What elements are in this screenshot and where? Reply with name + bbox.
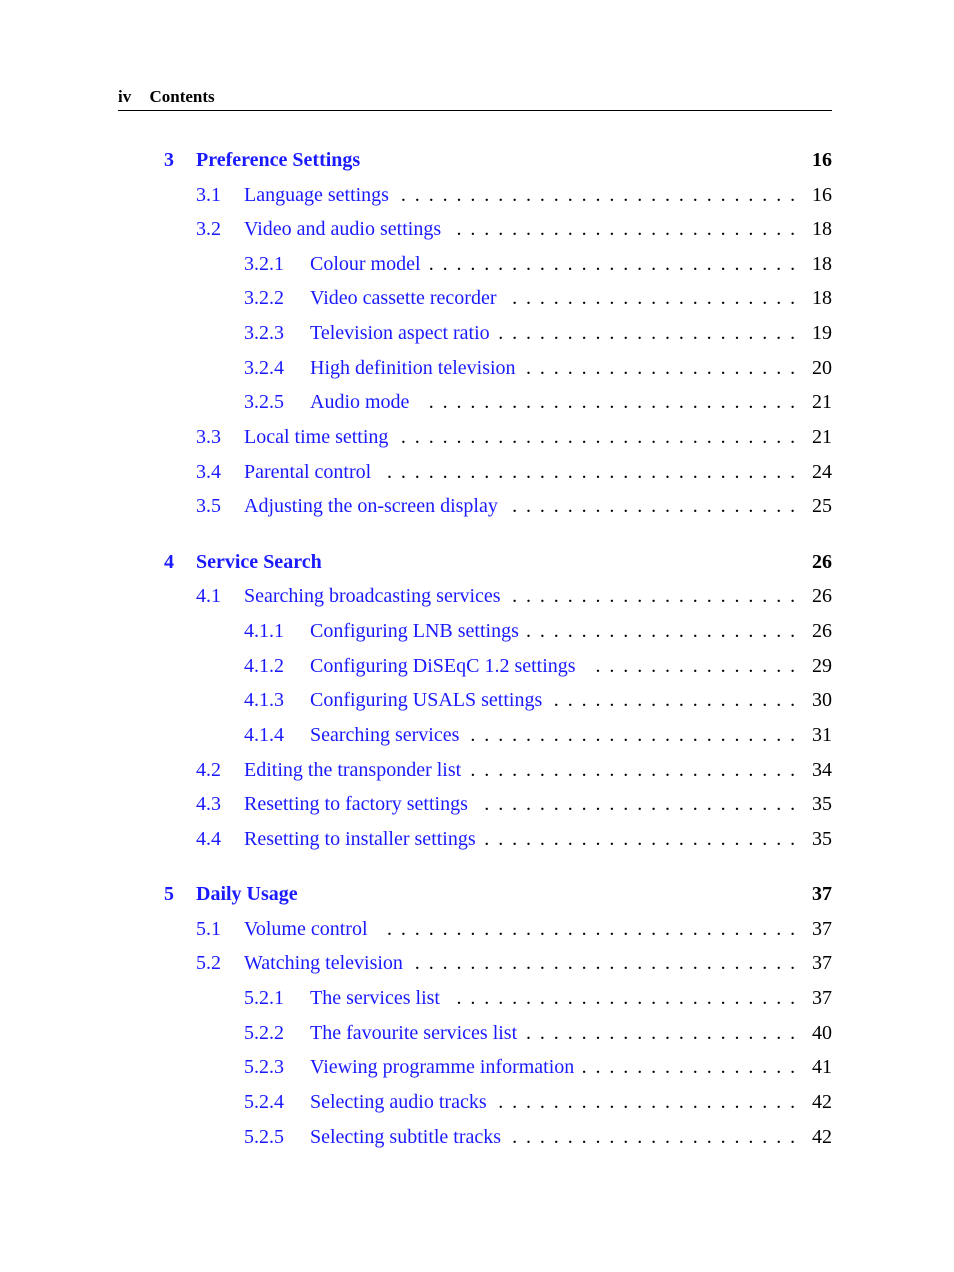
toc-entry-page[interactable]: 18 [812, 218, 832, 240]
toc-entry-page[interactable]: 34 [812, 759, 832, 781]
toc-entry-page[interactable]: 37 [812, 987, 832, 1009]
toc-entry-section[interactable] [0, 581, 954, 611]
toc-entry-section[interactable] [0, 214, 954, 244]
toc-entry-section[interactable] [0, 491, 954, 521]
toc-entry-section[interactable] [0, 180, 954, 210]
toc-leader-dots: ........................ [470, 724, 804, 746]
toc-entry-subsection[interactable] [0, 983, 954, 1013]
toc-entry-subsection[interactable] [0, 616, 954, 646]
toc-entry-title[interactable]: Configuring DiSEqC 1.2 settings [310, 655, 576, 677]
toc-entry-title[interactable]: High definition television [310, 357, 516, 379]
toc-entry-number[interactable]: 3.2.5 [244, 391, 284, 413]
toc-entry-subsection[interactable] [0, 283, 954, 313]
toc-entry-title[interactable]: Colour model [310, 253, 421, 275]
toc-entry-chapter[interactable] [0, 547, 954, 577]
toc-entry-subsection[interactable] [0, 685, 954, 715]
toc-entry-number[interactable]: 3.5 [196, 495, 221, 517]
toc-leader-dots: ........................... [428, 253, 804, 275]
toc-entry-page[interactable]: 16 [812, 184, 832, 206]
toc-entry-title[interactable]: Video and audio settings [244, 218, 442, 240]
toc-entry-title[interactable]: Volume control [244, 918, 368, 940]
toc-entry-page[interactable]: 18 [812, 287, 832, 309]
toc-entry-page[interactable]: 35 [812, 828, 832, 850]
toc-entry-number[interactable]: 5.2.5 [244, 1126, 284, 1148]
toc-entry-title[interactable]: Preference Settings [196, 149, 361, 171]
toc-leader-dots: ..................... [512, 1126, 804, 1148]
toc-entry-number[interactable]: 3.2.3 [244, 322, 284, 344]
toc-entry-title[interactable]: Audio mode [310, 391, 410, 413]
toc-entry-page[interactable]: 29 [812, 655, 832, 677]
toc-entry-page[interactable]: 21 [812, 426, 832, 448]
toc-leader-dots: ..................... [512, 287, 804, 309]
toc-leader-dots: ...................... [498, 1091, 804, 1113]
toc-leader-dots: .................... [526, 1022, 804, 1044]
toc-entry-title[interactable]: Editing the transponder list [244, 759, 462, 781]
toc-entry-subsection[interactable] [0, 318, 954, 348]
toc-leader-dots: ........................... [428, 391, 804, 413]
toc-entry-number[interactable]: 4.1.2 [244, 655, 284, 677]
toc-entry-number[interactable]: 4.1 [196, 585, 221, 607]
toc-entry-page[interactable]: 26 [812, 551, 832, 573]
toc-entry-title[interactable]: Searching services [310, 724, 460, 746]
toc-leader-dots: ............... [595, 655, 804, 677]
toc-entry-title[interactable]: Daily Usage [196, 883, 298, 905]
toc-entry-page[interactable]: 21 [812, 391, 832, 413]
toc-entry-subsection[interactable] [0, 720, 954, 750]
toc-entry-section[interactable] [0, 422, 954, 452]
toc-entry-page[interactable]: 19 [812, 322, 832, 344]
toc-leader-dots: ...................... [498, 322, 804, 344]
toc-entry-subsection[interactable] [0, 249, 954, 279]
toc-entry-page[interactable]: 26 [812, 620, 832, 642]
toc-entry-title[interactable]: Configuring USALS settings [310, 689, 543, 711]
toc-entry-number[interactable]: 3.2 [196, 218, 221, 240]
toc-leader-dots: .............................. [387, 461, 804, 483]
toc-entry-page[interactable]: 42 [812, 1091, 832, 1113]
toc-entry-number[interactable]: 5.2.1 [244, 987, 284, 1009]
toc-entry-title[interactable]: Configuring LNB settings [310, 620, 519, 642]
toc-entry-title[interactable]: Selecting subtitle tracks [310, 1126, 502, 1148]
toc-entry-section[interactable] [0, 457, 954, 487]
toc-entry-page[interactable]: 24 [812, 461, 832, 483]
header-page-number: iv [118, 87, 132, 106]
toc-entry-page[interactable]: 25 [812, 495, 832, 517]
toc-entry-number[interactable]: 5.2 [196, 952, 221, 974]
toc-leader-dots: ............................. [400, 426, 804, 448]
toc-entry-title[interactable]: Adjusting the on-screen display [244, 495, 498, 517]
toc-entry-page[interactable]: 20 [812, 357, 832, 379]
toc-entry-subsection[interactable] [0, 1052, 954, 1082]
toc-entry-section[interactable] [0, 755, 954, 785]
toc-entry-subsection[interactable] [0, 1018, 954, 1048]
toc-entry-number[interactable]: 4.1.3 [244, 689, 284, 711]
toc-entry-page[interactable]: 31 [812, 724, 832, 746]
toc-leader-dots: .................... [526, 620, 804, 642]
toc-entry-title[interactable]: Selecting audio tracks [310, 1091, 487, 1113]
toc-entry-subsection[interactable] [0, 1087, 954, 1117]
toc-entry-number[interactable]: 3.2.1 [244, 253, 284, 275]
toc-entry-subsection[interactable] [0, 387, 954, 417]
toc-entry-chapter[interactable] [0, 879, 954, 909]
toc-leader-dots: ..................... [512, 495, 804, 517]
toc-entry-page[interactable]: 30 [812, 689, 832, 711]
toc-entry-title[interactable]: Resetting to installer settings [244, 828, 476, 850]
toc-entry-page[interactable]: 35 [812, 793, 832, 815]
toc-entry-number[interactable]: 4.1.1 [244, 620, 284, 642]
toc-entry-title[interactable]: Parental control [244, 461, 372, 483]
toc-leader-dots: .................. [553, 689, 804, 711]
toc-leader-dots: ....................... [484, 828, 804, 850]
toc-leader-dots: ........................ [470, 759, 804, 781]
toc-entry-title[interactable]: Language settings [244, 184, 389, 206]
toc-entry-page[interactable]: 16 [812, 149, 832, 171]
toc-entry-subsection[interactable] [0, 651, 954, 681]
toc-entry-title[interactable]: Video cassette recorder [310, 287, 497, 309]
toc-leader-dots: .............................. [387, 918, 804, 940]
toc-entry-number[interactable]: 5.2.2 [244, 1022, 284, 1044]
toc-leader-dots: ......................... [456, 218, 804, 240]
toc-entry-number[interactable]: 5 [164, 883, 174, 905]
toc-entry-title[interactable]: Watching television [244, 952, 403, 974]
toc-entry-title[interactable]: The favourite services list [310, 1022, 518, 1044]
toc-entry-number[interactable]: 3 [164, 149, 174, 171]
toc-entry-page[interactable]: 40 [812, 1022, 832, 1044]
toc-entry-number[interactable]: 3.2.4 [244, 357, 284, 379]
toc-entry-title[interactable]: Viewing programme information [310, 1056, 575, 1078]
toc-entry-number[interactable]: 4 [164, 551, 174, 573]
toc-entry-section[interactable] [0, 914, 954, 944]
toc-entry-number[interactable]: 4.1.4 [244, 724, 284, 746]
toc-entry-section[interactable] [0, 824, 954, 854]
toc-entry-subsection[interactable] [0, 353, 954, 383]
toc-entry-title[interactable]: The services list [310, 987, 440, 1009]
header-title: Contents [149, 87, 215, 106]
toc-entry-title[interactable]: Local time setting [244, 426, 389, 448]
toc-leader-dots: ......................... [456, 987, 804, 1009]
toc-entry-title[interactable]: Television aspect ratio [310, 322, 490, 344]
toc-entry-number[interactable]: 4.4 [196, 828, 221, 850]
toc-entry-number[interactable]: 5.1 [196, 918, 221, 940]
toc-entry-number[interactable]: 3.4 [196, 461, 221, 483]
toc-entry-page[interactable]: 37 [812, 952, 832, 974]
toc-leader-dots: ..................... [512, 585, 804, 607]
toc-entry-section[interactable] [0, 789, 954, 819]
toc-entry-number[interactable]: 4.2 [196, 759, 221, 781]
toc-entry-title[interactable]: Service Search [196, 551, 322, 573]
toc-leader-dots: ................ [581, 1056, 804, 1078]
toc-entry-title[interactable]: Searching broadcasting services [244, 585, 501, 607]
toc-entry-page[interactable]: 42 [812, 1126, 832, 1148]
toc-entry-page[interactable]: 26 [812, 585, 832, 607]
toc-entry-number[interactable]: 3.3 [196, 426, 221, 448]
toc-entry-page[interactable]: 37 [812, 883, 832, 905]
toc-leader-dots: ............................. [400, 184, 804, 206]
toc-entry-page[interactable]: 41 [812, 1056, 832, 1078]
toc-entry-subsection[interactable] [0, 1122, 954, 1152]
toc-entry-title[interactable]: Resetting to factory settings [244, 793, 468, 815]
toc-entry-page[interactable]: 37 [812, 918, 832, 940]
toc-leader-dots: .................... [526, 357, 804, 379]
toc-leader-dots: ....................... [484, 793, 804, 815]
toc-entry-number[interactable]: 5.2.3 [244, 1056, 284, 1078]
toc-entry-number[interactable]: 3.1 [196, 184, 221, 206]
toc-entry-page[interactable]: 18 [812, 253, 832, 275]
toc-entry-number[interactable]: 3.2.2 [244, 287, 284, 309]
toc-entry-section[interactable] [0, 948, 954, 978]
toc-entry-number[interactable]: 4.3 [196, 793, 221, 815]
toc-entry-chapter[interactable] [0, 145, 954, 175]
toc-leader-dots: ............................ [414, 952, 804, 974]
toc-entry-number[interactable]: 5.2.4 [244, 1091, 284, 1113]
